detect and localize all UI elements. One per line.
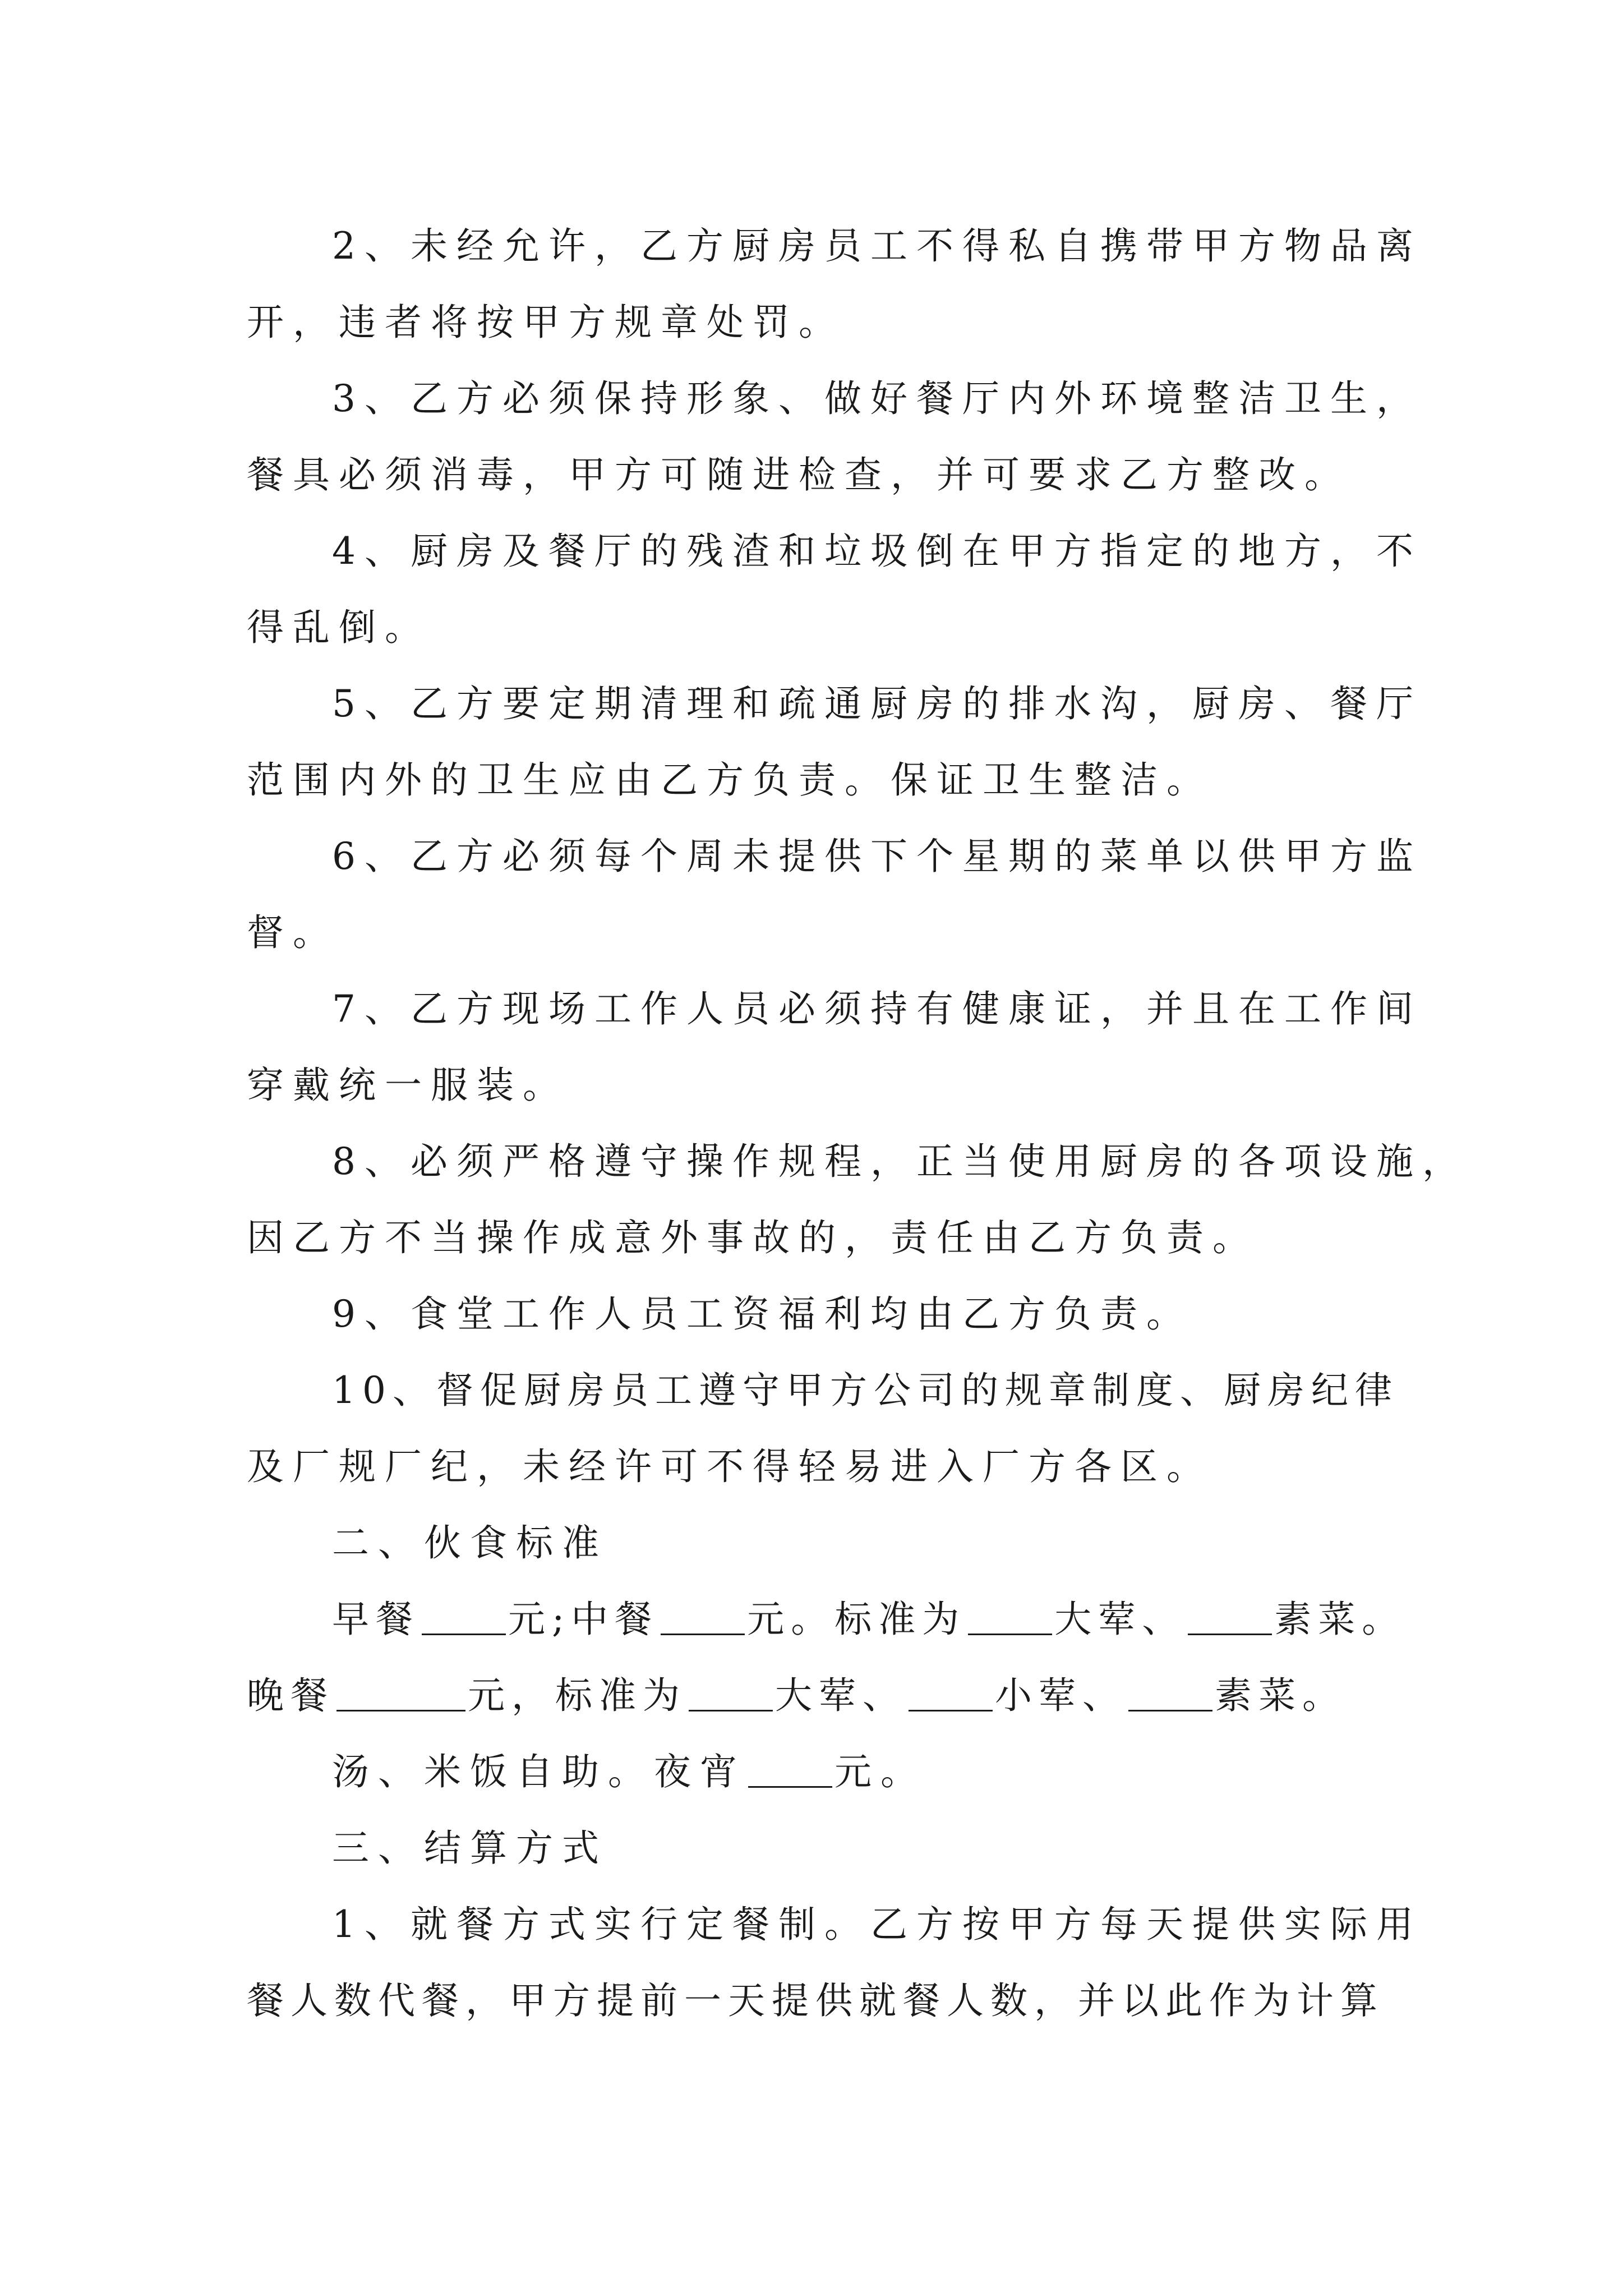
clause-7-line-2: 穿戴统一服装。 [247, 1064, 569, 1107]
clause-2-line-2: 开，违者将按甲方规章处罚。 [247, 301, 845, 344]
clause-5-line-2: 范围内外的卫生应由乙方负责。保证卫生整洁。 [247, 758, 1212, 802]
lunch-meat-label: 大荤、 [1054, 1598, 1186, 1641]
clause-5-line-1: 5、乙方要定期清理和疏通厨房的排水沟，厨房、餐厅 [332, 682, 1422, 725]
clause-3-line-1: 3、乙方必须保持形象、做好餐厅内外环境整洁卫生， [332, 377, 1422, 420]
lunch-meat-blank [968, 1594, 1052, 1635]
breakfast-label: 早餐 [332, 1598, 419, 1641]
dinner-label: 晚餐 [247, 1674, 334, 1717]
dinner-standard-label: 元，标准为 [468, 1674, 686, 1717]
lunch-veg-blank [1188, 1594, 1272, 1635]
clause-6-line-1: 6、乙方必须每个周未提供下个星期的菜单以供甲方监 [332, 835, 1422, 878]
dinner-meat-blank [689, 1671, 773, 1711]
self-service-label: 汤、米饭自助。夜宵 [332, 1750, 746, 1793]
lunch-price-blank [661, 1594, 745, 1635]
clause-7-line-1: 7、乙方现场工作人员必须持有健康证，并且在工作间 [332, 987, 1422, 1030]
clause-10-line-2: 及厂规厂纪，未经许可不得轻易进入厂方各区。 [247, 1445, 1212, 1488]
dinner-veg-blank [1128, 1671, 1212, 1711]
settlement-clause-1-line-2: 餐人数代餐，甲方提前一天提供就餐人数，并以此作为计算 [247, 1979, 1384, 2022]
lunch-label: 元;中餐 [508, 1598, 659, 1641]
dinner-small-meat-blank [909, 1671, 993, 1711]
late-snack-price-blank [748, 1747, 832, 1788]
late-snack-unit: 元。 [834, 1750, 926, 1793]
clause-2-line-1: 2、未经允许，乙方厨房员工不得私自携带甲方物品离 [332, 224, 1422, 268]
clause-9-line-1: 9、食堂工作人员工资福利均由乙方负责。 [332, 1292, 1192, 1336]
clause-6-line-2: 督。 [247, 911, 339, 954]
clause-3-line-2: 餐具必须消毒，甲方可随进检查，并可要求乙方整改。 [247, 453, 1350, 496]
clause-10-line-1: 10、督促厨房员工遵守甲方公司的规章制度、厨房纪律 [332, 1369, 1399, 1412]
clause-8-line-2: 因乙方不当操作成意外事故的，责任由乙方负责。 [247, 1216, 1258, 1259]
clause-8-line-1: 8、必须严格遵守操作规程，正当使用厨房的各项设施， [332, 1140, 1468, 1183]
menu-line-3 [332, 1741, 1391, 1803]
dinner-small-meat-label: 小荤、 [995, 1674, 1126, 1717]
dinner-meat-label: 大荤、 [775, 1674, 906, 1717]
section-3-heading: 三、结算方式 [332, 1826, 608, 1870]
lunch-standard-label: 元。标准为 [747, 1598, 966, 1641]
menu-line-2 [247, 1665, 1391, 1727]
dinner-price-blank [336, 1671, 465, 1711]
menu-line-1 [332, 1589, 1406, 1650]
breakfast-price-blank [422, 1594, 506, 1635]
clause-4-line-2: 得乱倒。 [247, 606, 431, 649]
section-2-heading: 二、伙食标准 [332, 1521, 608, 1565]
dinner-veg-label: 素菜。 [1215, 1674, 1346, 1717]
clause-4-line-1: 4、厨房及餐厅的残渣和垃圾倒在甲方指定的地方，不 [332, 530, 1422, 573]
lunch-veg-label: 素菜。 [1274, 1598, 1406, 1641]
settlement-clause-1-line-1: 1、就餐方式实行定餐制。乙方按甲方每天提供实际用 [332, 1903, 1422, 1946]
